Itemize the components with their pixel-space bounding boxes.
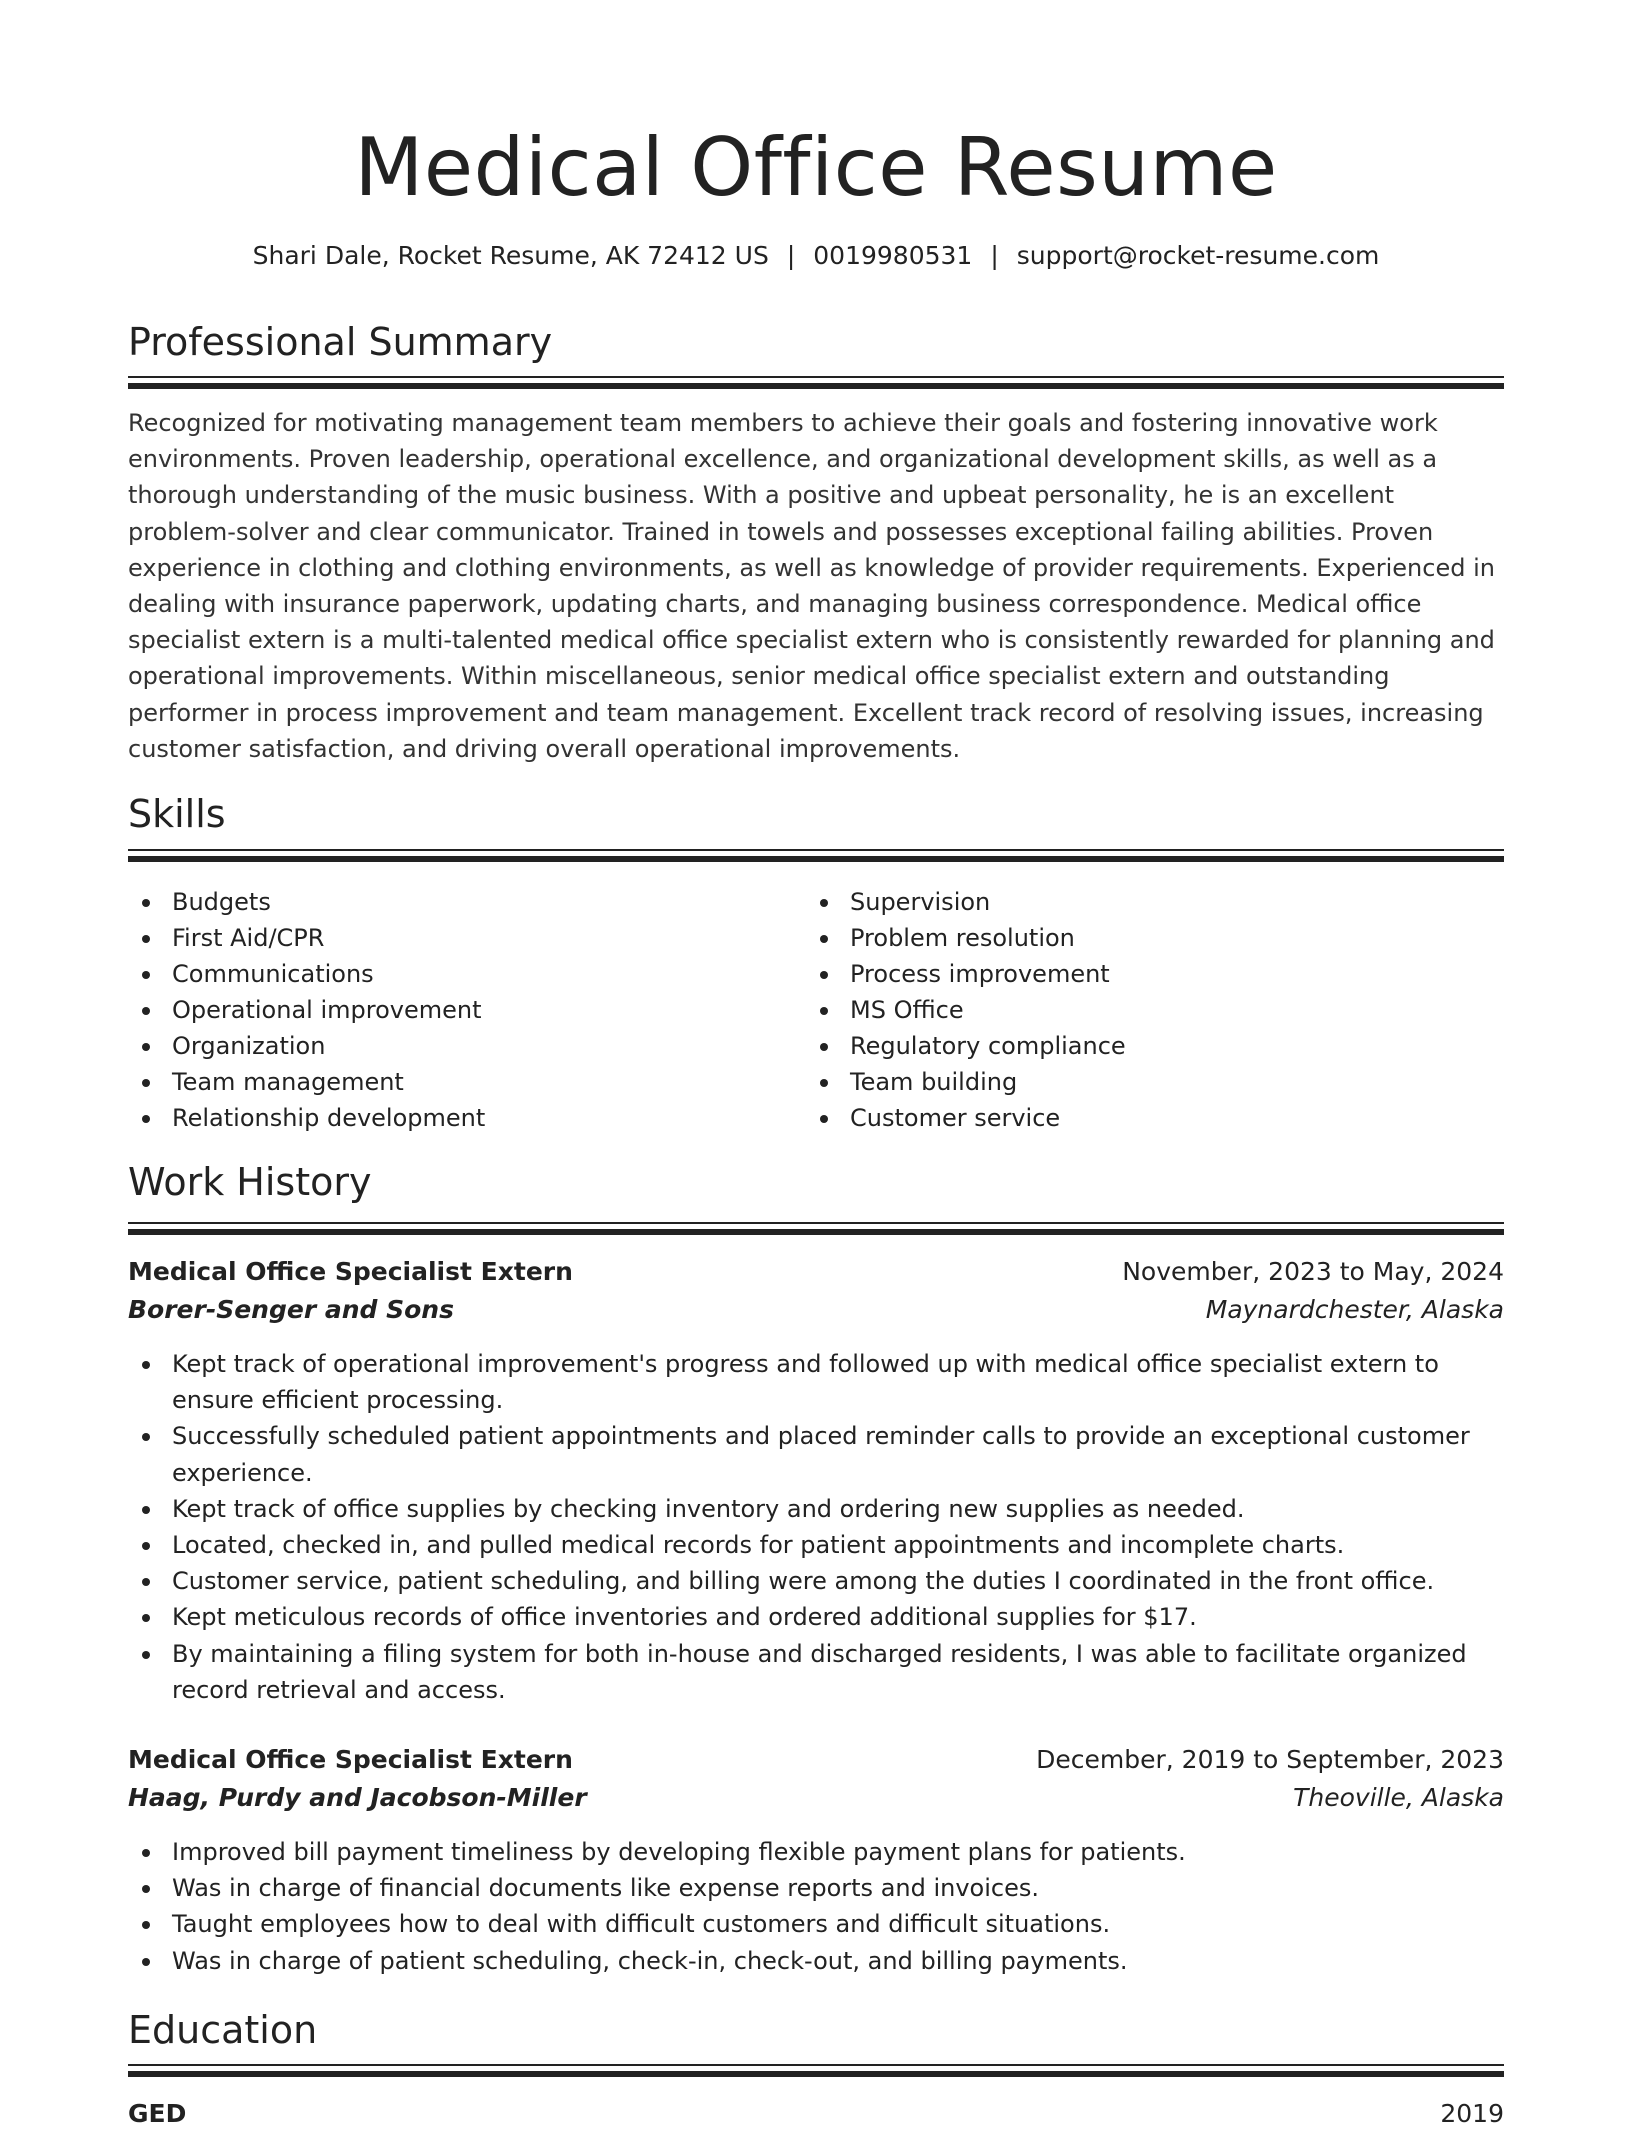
section-divider: [128, 2064, 1504, 2077]
contact-line: [128, 238, 1504, 274]
job-bullet: Kept meticulous records of office inventories and ordered additional supplies for $17.: [128, 1599, 1504, 1635]
job-dates: December, 2019 to September, 2023: [1036, 1745, 1504, 1774]
job-bullet: By maintaining a filing system for both in-house and discharged residents, I was able to facilitate organized record retrieval and access.: [128, 1636, 1504, 1708]
education-year: 2019: [1440, 2099, 1504, 2128]
job-bullet: Taught employees how to deal with difficult customers and difficult situations.: [128, 1906, 1504, 1942]
job-title: Medical Office Specialist Extern: [128, 1745, 573, 1774]
education-degree: GED: [128, 2099, 187, 2128]
job-company: Borer-Senger and Sons: [128, 1295, 454, 1324]
job-dates: November, 2023 to May, 2024: [1122, 1257, 1504, 1286]
contact-separator: |: [786, 241, 796, 270]
job-bullet: Improved bill payment timeliness by developing flexible payment plans for patients.: [128, 1834, 1504, 1870]
job-bullet-list: [128, 1346, 1504, 1708]
job-location: Theoville, Alaska: [1293, 1783, 1504, 1812]
summary-text: Recognized for motivating management team members to achieve their goals and fostering innovative work environments. Proven leadership, operational excellence, and organizational development skills, as well as a thorough understanding of the music business. With a positive and upbeat personality, he is an excellent problem-solver and clear communicator. Trained in towels and possesses exceptional failing abilities. Proven experience in clothing and clothing environments, as well as knowledge of provider requirements. Experienced in dealing with insurance paperwork, updating charts, and managing business correspondence. Medical office specialist extern is a multi-talented medical office specialist extern who is consistently rewarded for planning and operational improvements. Within miscellaneous, senior medical office specialist extern and outstanding performer in process improvement and team management. Excellent track record of resolving issues, increasing customer satisfaction, and driving overall operational improvements.: [128, 409, 1495, 763]
job-company: Haag, Purdy and Jacobson-Miller: [128, 1783, 587, 1812]
skills-list-right: [806, 884, 1466, 1136]
skill-item: Team building: [806, 1064, 1466, 1100]
skill-item: Relationship development: [128, 1100, 788, 1136]
section-divider: [128, 849, 1504, 862]
section-title-education: Education: [128, 2008, 318, 2052]
section-divider: [128, 1222, 1504, 1235]
job-bullet-list: [128, 1834, 1504, 1979]
skill-item: Communications: [128, 956, 788, 992]
resume-title: Medical Office Resume: [354, 121, 1278, 214]
skill-item: Problem resolution: [806, 920, 1466, 956]
skill-item: Process improvement: [806, 956, 1466, 992]
job-bullet: Was in charge of patient scheduling, check-in, check-out, and billing payments.: [128, 1943, 1504, 1979]
skill-item: Budgets: [128, 884, 788, 920]
skill-item: Regulatory compliance: [806, 1028, 1466, 1064]
skill-item: Customer service: [806, 1100, 1466, 1136]
contact-email[interactable]: support@rocket-resume.com: [1016, 241, 1380, 270]
section-title-skills: Skills: [128, 792, 226, 836]
job-bullet: Located, checked in, and pulled medical records for patient appointments and incomplete charts.: [128, 1527, 1504, 1563]
job-bullet: Successfully scheduled patient appointments and placed reminder calls to provide an exceptional customer experience.: [128, 1418, 1504, 1490]
skill-item: MS Office: [806, 992, 1466, 1028]
section-title-summary: Professional Summary: [128, 320, 553, 364]
section-divider: [128, 376, 1504, 389]
job-bullet: Kept track of operational improvement's progress and followed up with medical office specialist extern to ensure efficient processing.: [128, 1346, 1504, 1418]
skill-item: Organization: [128, 1028, 788, 1064]
job-bullet: Was in charge of financial documents like expense reports and invoices.: [128, 1870, 1504, 1906]
skill-item: First Aid/CPR: [128, 920, 788, 956]
skill-item: Operational improvement: [128, 992, 788, 1028]
job-bullet: Customer service, patient scheduling, and billing were among the duties I coordinated in the front office.: [128, 1563, 1504, 1599]
skill-item: Team management: [128, 1064, 788, 1100]
skill-item: Supervision: [806, 884, 1466, 920]
job-bullet: Kept track of office supplies by checking inventory and ordering new supplies as needed.: [128, 1491, 1504, 1527]
contact-phone: 0019980531: [813, 241, 973, 270]
job-location: Maynardchester, Alaska: [1205, 1295, 1504, 1324]
contact-address: Shari Dale, Rocket Resume, AK 72412 US: [252, 241, 769, 270]
section-title-work-history: Work History: [128, 1160, 372, 1204]
skills-list-left: [128, 884, 788, 1136]
job-title: Medical Office Specialist Extern: [128, 1257, 573, 1286]
contact-separator: |: [990, 241, 999, 270]
